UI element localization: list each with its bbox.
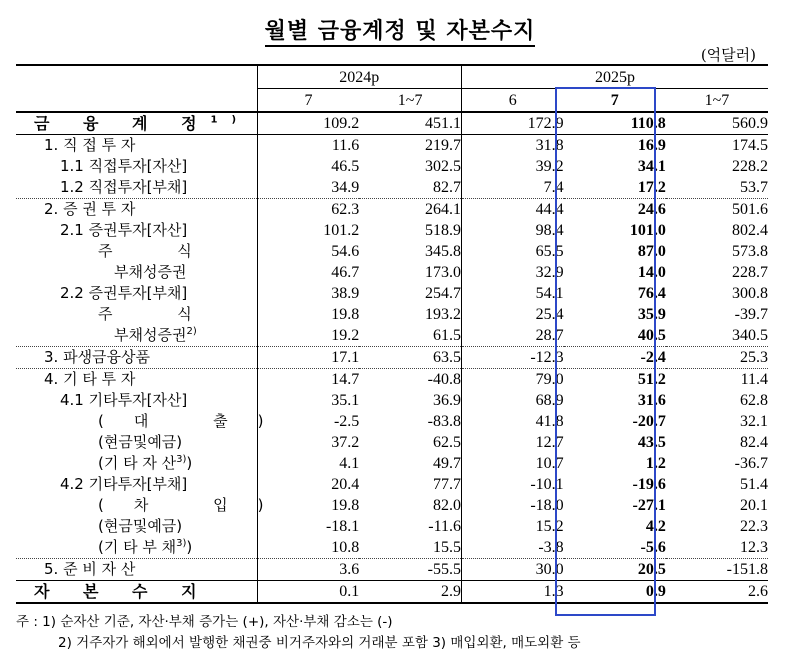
table-row bbox=[16, 199, 768, 221]
cell: 49.7 bbox=[359, 453, 461, 474]
cell: 22.3 bbox=[740, 518, 768, 535]
cell: 228.7 bbox=[732, 264, 768, 281]
cell: 51.2 bbox=[637, 371, 666, 388]
cell: -2.5 bbox=[333, 413, 360, 430]
table-row bbox=[16, 304, 768, 325]
row-label: 1.1 직접투자[자산] bbox=[16, 156, 257, 177]
row-label: 2. 증 권 투 자 bbox=[16, 199, 257, 221]
row-label: 1.2 직접투자[부채] bbox=[16, 177, 257, 199]
cell: 82.0 bbox=[359, 495, 461, 516]
cell: 573.8 bbox=[732, 243, 768, 260]
cell: 101.0 bbox=[629, 222, 666, 239]
row-label: (기 타 부 채$^{3)}$) bbox=[16, 537, 257, 559]
table-row bbox=[16, 369, 768, 391]
cell: 14.7 bbox=[331, 371, 360, 388]
table-row bbox=[16, 432, 768, 453]
table-row bbox=[16, 325, 768, 347]
header-col-2024-1-7: 1~7 bbox=[359, 89, 461, 113]
header-corner-2 bbox=[16, 89, 257, 113]
cell: -11.6 bbox=[359, 516, 461, 537]
cell: 15.2 bbox=[535, 518, 564, 535]
cell: 560.9 bbox=[666, 112, 768, 135]
cell: 2.9 bbox=[359, 581, 461, 604]
cell: 10.8 bbox=[257, 537, 359, 559]
cell: 20.1 bbox=[740, 497, 768, 514]
row-label: 4. 기 타 투 자 bbox=[16, 369, 257, 391]
cell: 264.1 bbox=[359, 199, 461, 221]
table-row bbox=[16, 135, 768, 157]
cell: 30.0 bbox=[461, 559, 563, 581]
cell: 340.5 bbox=[666, 325, 768, 347]
cell: -20.7 bbox=[632, 413, 666, 430]
financial-account-table bbox=[16, 64, 768, 604]
cell: 11.4 bbox=[740, 371, 768, 388]
cell: 12.7 bbox=[535, 434, 564, 451]
cell: -19.6 bbox=[632, 476, 666, 493]
cell: 174.5 bbox=[732, 137, 768, 154]
cell: 19.8 bbox=[331, 306, 360, 323]
table-row bbox=[16, 495, 768, 516]
cell: -55.5 bbox=[359, 559, 461, 581]
cell: 54.6 bbox=[331, 243, 360, 260]
cell: 28.7 bbox=[461, 325, 563, 347]
cell: 17.2 bbox=[564, 177, 666, 199]
table-row bbox=[16, 516, 768, 537]
cell: 17.1 bbox=[257, 347, 359, 369]
cell: 19.8 bbox=[331, 497, 360, 514]
header-row-months bbox=[16, 89, 768, 113]
cell: 31.8 bbox=[535, 137, 564, 154]
cell: 20.4 bbox=[331, 476, 360, 493]
cell: -39.7 bbox=[734, 306, 768, 323]
header-row-years bbox=[16, 65, 768, 89]
cell: 82.7 bbox=[359, 177, 461, 199]
table-row bbox=[16, 390, 768, 411]
cell: 19.2 bbox=[257, 325, 359, 347]
cell: 87.0 bbox=[637, 243, 666, 260]
cell: 302.5 bbox=[359, 156, 461, 177]
row-label: 자 본 수 지 bbox=[16, 581, 257, 604]
cell: 345.8 bbox=[359, 241, 461, 262]
cell: 37.2 bbox=[331, 434, 360, 451]
cell: -18.1 bbox=[325, 518, 360, 535]
footnote-line-2: 2) 거주자가 해외에서 발행한 채권중 비거주자와의 거래분 포함 3) 매입외환, 매도외환 등 bbox=[58, 635, 581, 651]
cell: 51.4 bbox=[740, 476, 768, 493]
cell: 25.4 bbox=[535, 306, 564, 323]
cell: 228.2 bbox=[732, 158, 768, 175]
cell: 62.5 bbox=[359, 432, 461, 453]
row-label: 2.2 증권투자[부채] bbox=[16, 283, 257, 304]
cell: 0.9 bbox=[564, 581, 666, 604]
cell: 38.9 bbox=[331, 285, 360, 302]
cell: -10.1 bbox=[530, 476, 564, 493]
cell: 4.2 bbox=[645, 518, 666, 535]
cell: 12.3 bbox=[666, 537, 768, 559]
cell: 43.5 bbox=[637, 434, 666, 451]
cell: 35.1 bbox=[331, 392, 360, 409]
header-year-2024: 2024p bbox=[257, 65, 461, 89]
row-label: 주 식 bbox=[16, 304, 257, 325]
cell: 46.5 bbox=[331, 158, 360, 175]
row-label: 2.1 증권투자[자산] bbox=[16, 220, 257, 241]
cell: 11.6 bbox=[331, 137, 360, 154]
cell: 300.8 bbox=[732, 285, 768, 302]
row-label: 4.2 기타투자[부채] bbox=[16, 474, 257, 495]
table-row bbox=[16, 411, 768, 432]
table-row bbox=[16, 537, 768, 559]
cell: -12.3 bbox=[461, 347, 563, 369]
cell: -3.8 bbox=[461, 537, 563, 559]
cell: 4.1 bbox=[339, 455, 360, 472]
cell: 98.4 bbox=[535, 222, 564, 239]
header-col-2024-7: 7 bbox=[257, 89, 359, 113]
table-row bbox=[16, 283, 768, 304]
cell: 25.3 bbox=[666, 347, 768, 369]
table-row bbox=[16, 177, 768, 199]
cell: 39.2 bbox=[535, 158, 564, 175]
row-label: 5. 준 비 자 산 bbox=[16, 559, 257, 581]
row-label: 4.1 기타투자[자산] bbox=[16, 390, 257, 411]
cell: 219.7 bbox=[359, 135, 461, 157]
cell: 2.6 bbox=[666, 581, 768, 604]
cell: 63.5 bbox=[359, 347, 461, 369]
cell: -36.7 bbox=[734, 455, 768, 472]
row-label: 주 식 bbox=[16, 241, 257, 262]
cell: -151.8 bbox=[666, 559, 768, 581]
cell: 110.8 bbox=[564, 112, 666, 135]
cell: 15.5 bbox=[359, 537, 461, 559]
cell: 44.4 bbox=[535, 201, 564, 218]
table-row bbox=[16, 474, 768, 495]
cell: 10.7 bbox=[535, 455, 564, 472]
row-label: 부채성증권$^{2)}$ bbox=[16, 325, 257, 347]
footnotes bbox=[16, 612, 796, 654]
table-row bbox=[16, 241, 768, 262]
cell: 34.9 bbox=[257, 177, 359, 199]
cell: 32.1 bbox=[740, 413, 768, 430]
cell: 3.6 bbox=[257, 559, 359, 581]
cell: 254.7 bbox=[359, 283, 461, 304]
cell: -2.4 bbox=[564, 347, 666, 369]
cell: 46.7 bbox=[331, 264, 360, 281]
cell: 65.5 bbox=[535, 243, 564, 260]
page-title-text: 월별 금융계정 및 자본수지 bbox=[265, 19, 536, 47]
header-col-2025-1-7: 1~7 bbox=[666, 89, 768, 113]
row-label: (대 출) bbox=[16, 411, 257, 432]
unit-label: (억달러) bbox=[700, 46, 756, 64]
cell: 14.0 bbox=[637, 264, 666, 281]
cell: -83.8 bbox=[359, 411, 461, 432]
cell: 1.3 bbox=[461, 581, 563, 604]
header-year-2025: 2025p bbox=[461, 65, 768, 89]
header-corner bbox=[16, 65, 257, 89]
row-label: (현금및예금) bbox=[16, 516, 257, 537]
row-label: (기 타 자 산$^{3)}$) bbox=[16, 453, 257, 474]
cell: 20.5 bbox=[564, 559, 666, 581]
cell: 501.6 bbox=[732, 201, 768, 218]
cell: 802.4 bbox=[732, 222, 768, 239]
cell: 31.6 bbox=[637, 392, 666, 409]
cell: 68.9 bbox=[535, 392, 564, 409]
cell: 62.8 bbox=[740, 392, 768, 409]
cell: 1.2 bbox=[645, 455, 666, 472]
cell: 82.4 bbox=[740, 434, 768, 451]
cell: 193.2 bbox=[359, 304, 461, 325]
cell: 62.3 bbox=[331, 201, 360, 218]
cell: 40.5 bbox=[564, 325, 666, 347]
header-col-2025-6: 6 bbox=[461, 89, 563, 113]
cell: 77.7 bbox=[359, 474, 461, 495]
cell: 172.9 bbox=[461, 112, 563, 135]
table-row bbox=[16, 156, 768, 177]
cell: 109.2 bbox=[257, 112, 359, 135]
cell: 24.6 bbox=[637, 201, 666, 218]
cell: 0.1 bbox=[257, 581, 359, 604]
page-title bbox=[0, 14, 800, 45]
cell: 32.9 bbox=[535, 264, 564, 281]
table-row bbox=[16, 347, 768, 369]
cell: -5.6 bbox=[564, 537, 666, 559]
cell: 16.9 bbox=[637, 137, 666, 154]
cell: 35.9 bbox=[637, 306, 666, 323]
cell: 36.9 bbox=[359, 390, 461, 411]
table-row bbox=[16, 262, 768, 283]
cell: 34.1 bbox=[637, 158, 666, 175]
row-label: (현금및예금) bbox=[16, 432, 257, 453]
cell: 79.0 bbox=[535, 371, 564, 388]
cell: 41.8 bbox=[535, 413, 564, 430]
cell: 451.1 bbox=[359, 112, 461, 135]
footnote-line-1: 주 : 1) 순자산 기준, 자산·부채 증가는 (+), 자산·부채 감소는 (-) bbox=[16, 614, 393, 630]
row-label: 금 융 계 정$^{1)}$ bbox=[16, 112, 257, 135]
cell: 518.9 bbox=[359, 220, 461, 241]
cell: 7.4 bbox=[461, 177, 563, 199]
row-label: 부채성증권 bbox=[16, 262, 257, 283]
cell: 101.2 bbox=[323, 222, 360, 239]
cell: 61.5 bbox=[359, 325, 461, 347]
table-row bbox=[16, 453, 768, 474]
row-label: 1. 직 접 투 자 bbox=[16, 135, 257, 157]
cell: 173.0 bbox=[359, 262, 461, 283]
table-row bbox=[16, 581, 768, 604]
header-col-2025-7: 7 bbox=[564, 89, 666, 113]
table-row bbox=[16, 112, 768, 135]
cell: -27.1 bbox=[632, 497, 666, 514]
cell: -40.8 bbox=[359, 369, 461, 391]
cell: 54.1 bbox=[535, 285, 564, 302]
cell: -18.0 bbox=[530, 497, 564, 514]
cell: 76.4 bbox=[637, 285, 666, 302]
row-label: (차 입) bbox=[16, 495, 257, 516]
cell: 53.7 bbox=[666, 177, 768, 199]
table-row bbox=[16, 220, 768, 241]
row-label: 3. 파생금융상품 bbox=[16, 347, 257, 369]
table-row bbox=[16, 559, 768, 581]
